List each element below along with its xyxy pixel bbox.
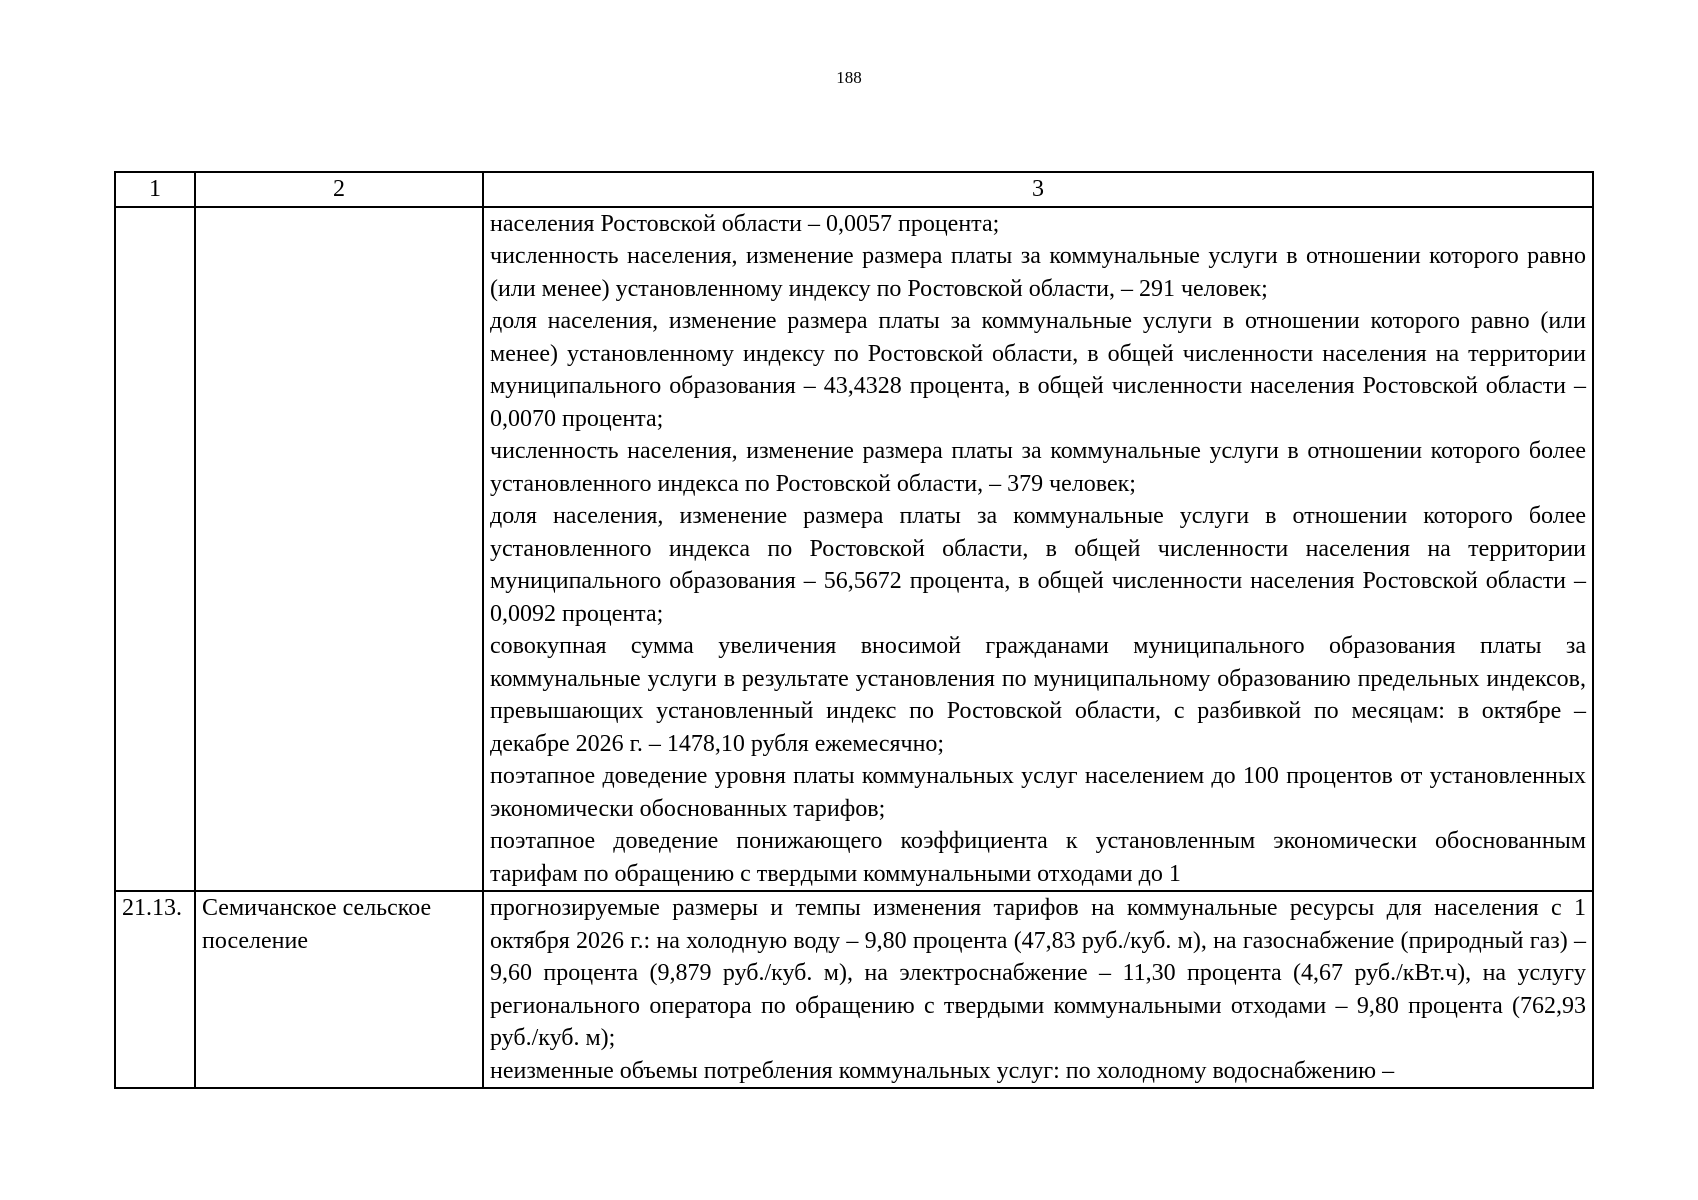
paragraph: неизменные объемы потребления коммунальных услуг: по холодному водоснабжению – (490, 1057, 1395, 1084)
paragraph: совокупная сумма увеличения вносимой гражданами муниципального образования платы за коммунальные услуги в результате установления по муниципальному образованию предельных индексов, превышающих установленный индекс по Ростовской области, с разбивкой по месяцам: в октябре – декабре 2026 г. – 1478,10 рубля ежемесячно; (490, 633, 1586, 757)
paragraph: поэтапное доведение уровня платы коммунальных услуг населением до 100 процентов от установленных экономически обоснованных тарифов; (490, 763, 1586, 822)
row-number: 21.13. (115, 891, 195, 1088)
row-description (483, 207, 1593, 892)
municipality-name (195, 207, 483, 892)
document-table (114, 171, 1594, 1089)
page-number: 188 (836, 68, 862, 87)
header-col-2: 2 (195, 172, 483, 207)
paragraph: поэтапное доведение понижающего коэффициента к установленным экономически обоснованным тарифам по обращению с твердыми коммунальными отходами до 1 (490, 828, 1586, 887)
paragraph: доля населения, изменение размера платы за коммунальные услуги в отношении которого равно (или менее) установленному индексу по Ростовской области, в общей численности населения на территории муниципального образования – 43,4328 процента, в общей численности населения Ростовской области – 0,0070 процента; (490, 308, 1586, 432)
header-col-3: 3 (483, 172, 1593, 207)
row-description (483, 891, 1593, 1088)
paragraph: численность населения, изменение размера платы за коммунальные услуги в отношении которого более установленного индекса по Ростовской области, – 379 человек; (490, 438, 1586, 497)
header-col-1: 1 (115, 172, 195, 207)
paragraph: прогнозируемые размеры и темпы изменения тарифов на коммунальные ресурсы для населения с 1 октября 2026 г.: на холодную воду – 9,80 процента (47,83 руб./куб. м), на газоснабжение (природный газ) – 9,60 процента (9,879 руб./куб. м), на электроснабжение – 11,30 процента (4,67 руб./кВт.ч), на услугу регионального оператора по обращению с твердыми коммунальными отходами – 9,80 процента (762,93 руб./куб. м); (490, 895, 1586, 1051)
municipality-name: Семичанское сельское поселение (195, 891, 483, 1088)
table-header-row (115, 172, 1593, 207)
paragraph: численность населения, изменение размера платы за коммунальные услуги в отношении которого равно (или менее) установленному индексу по Ростовской области, – 291 человек; (490, 243, 1586, 302)
paragraph: населения Ростовской области – 0,0057 процента; (490, 210, 1000, 237)
paragraph: доля населения, изменение размера платы за коммунальные услуги в отношении которого более установленного индекса по Ростовской области, в общей численности населения на территории муниципального образования – 56,5672 процента, в общей численности населения Ростовской области – 0,0092 процента; (490, 503, 1586, 627)
table-row (115, 891, 1593, 1088)
row-number (115, 207, 195, 892)
table-row (115, 207, 1593, 892)
